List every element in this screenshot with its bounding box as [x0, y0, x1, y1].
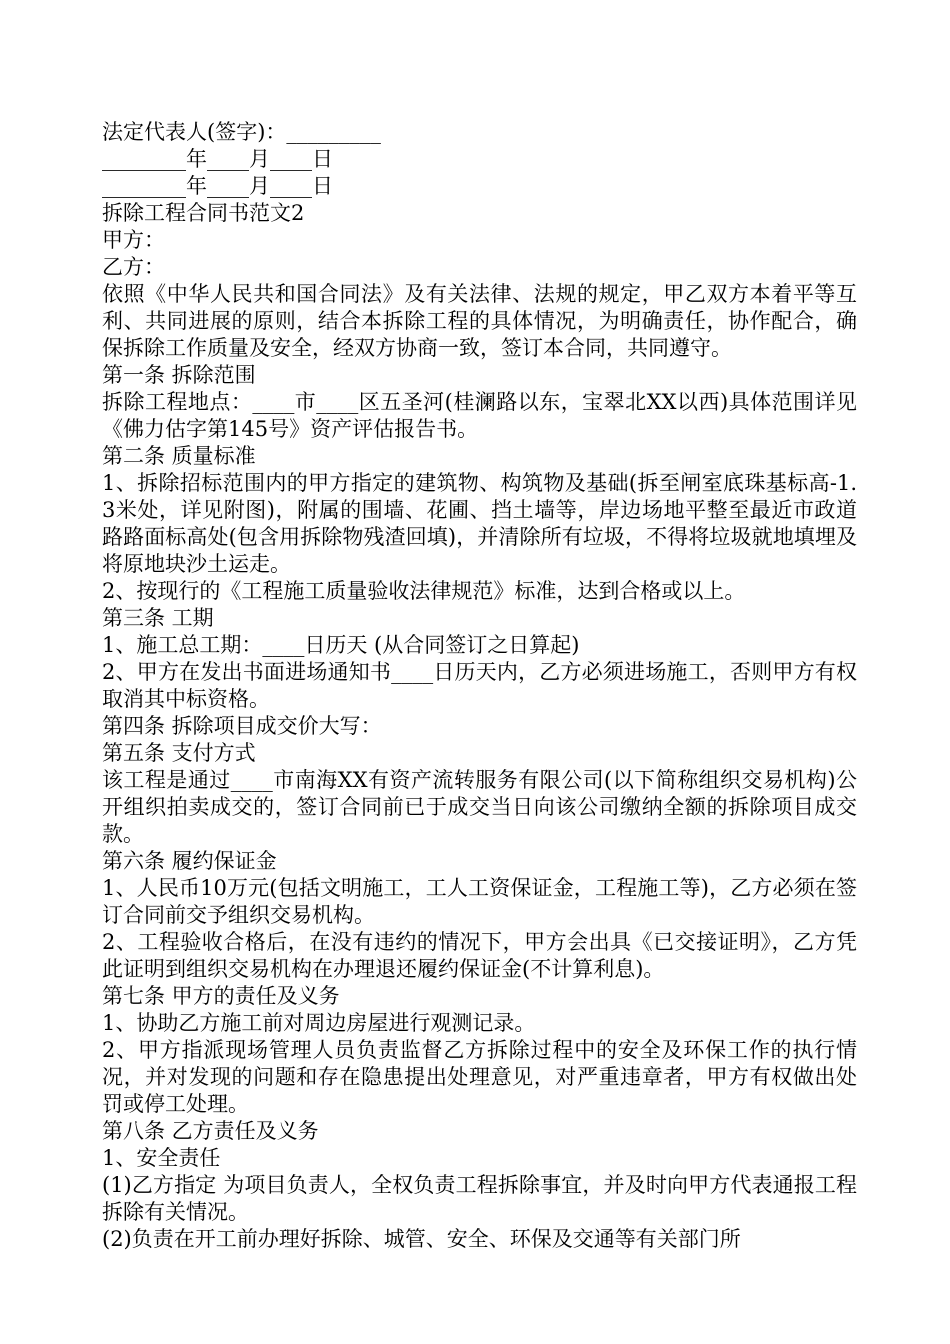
article-heading: 第二条 质量标准 [102, 444, 256, 468]
date-line: ________年____月____日 [102, 174, 333, 198]
party-a-line: 甲方： [102, 228, 165, 252]
subsection-heading: 1、安全责任 [102, 1146, 221, 1170]
article-paragraph: (2)负责在开工前办理好拆除、城管、安全、环保及交通等有关部门所 [102, 1227, 741, 1251]
party-b-line: 乙方： [102, 255, 165, 279]
article-heading: 第七条 甲方的责任及义务 [102, 984, 340, 1008]
article-heading: 第一条 拆除范围 [102, 363, 256, 387]
article-paragraph: 1、施工总工期：____日历天 (从合同签订之日算起) [102, 633, 580, 657]
article-heading: 第四条 拆除项目成交价大写： [102, 714, 382, 738]
article-paragraph: 2、按现行的《工程施工质量验收法律规范》标准，达到合格或以上。 [102, 579, 746, 603]
article-heading: 第三条 工期 [102, 606, 214, 630]
preamble-paragraph: 依照《中华人民共和国合同法》及有关法律、法规的规定，甲乙双方本着平等互利、共同进展的原则，结合本拆除工程的具体情况，为明确责任，协作配合，确保拆除工作质量及安全，经双方协商一致，签订本合同，共同遵守。 [102, 282, 857, 360]
article-heading: 第六条 履约保证金 [102, 849, 277, 873]
article-paragraph: 2、甲方在发出书面进场通知书____日历天内，乙方必须进场施工，否则甲方有权取消其中标资格。 [102, 660, 857, 711]
article-heading: 第五条 支付方式 [102, 741, 256, 765]
article-paragraph: 1、人民币10万元(包括文明施工，工人工资保证金，工程施工等)，乙方必须在签订合同前交予组织交易机构。 [102, 876, 857, 927]
document-body [102, 119, 857, 1253]
document-title: 拆除工程合同书范文2 [102, 201, 305, 225]
article-paragraph: 2、工程验收合格后，在没有违约的情况下，甲方会出具《已交接证明》，乙方凭此证明到组织交易机构在办理退还履约保证金(不计算利息)。 [102, 930, 857, 981]
article-paragraph: (1)乙方指定 为项目负责人，全权负责工程拆除事宜，并及时向甲方代表通报工程拆除有关情况。 [102, 1173, 857, 1224]
article-heading: 第八条 乙方责任及义务 [102, 1119, 319, 1143]
article-paragraph: 1、协助乙方施工前对周边房屋进行观测记录。 [102, 1011, 536, 1035]
date-line: ________年____月____日 [102, 147, 333, 171]
article-paragraph: 2、甲方指派现场管理人员负责监督乙方拆除过程中的安全及环保工作的执行情况，并对发现的问题和存在隐患提出处理意见，对严重违章者，甲方有权做出处罚或停工处理。 [102, 1038, 857, 1116]
article-paragraph: 该工程是通过____市南海XX有资产流转服务有限公司(以下简称组织交易机构)公开组织拍卖成交的，签订合同前已于成交当日向该公司缴纳全额的拆除项目成交款。 [102, 768, 857, 846]
article-paragraph: 1、拆除招标范围内的甲方指定的建筑物、构筑物及基础(拆至闸室底珠基标高-1.3米处，详见附图)，附属的围墙、花圃、挡土墙等，岸边场地平整至最近市政道路路面标高处(包含用拆除物残渣回填)，并清除所有垃圾，不得将垃圾就地填埋及将原地块沙土运走。 [102, 471, 857, 576]
signature-line: 法定代表人(签字)：_________ [102, 120, 381, 144]
article-paragraph: 拆除工程地点：____市____区五圣河(桂澜路以东，宝翠北XX以西)具体范围详见《佛力估字第145号》资产评估报告书。 [102, 390, 857, 441]
